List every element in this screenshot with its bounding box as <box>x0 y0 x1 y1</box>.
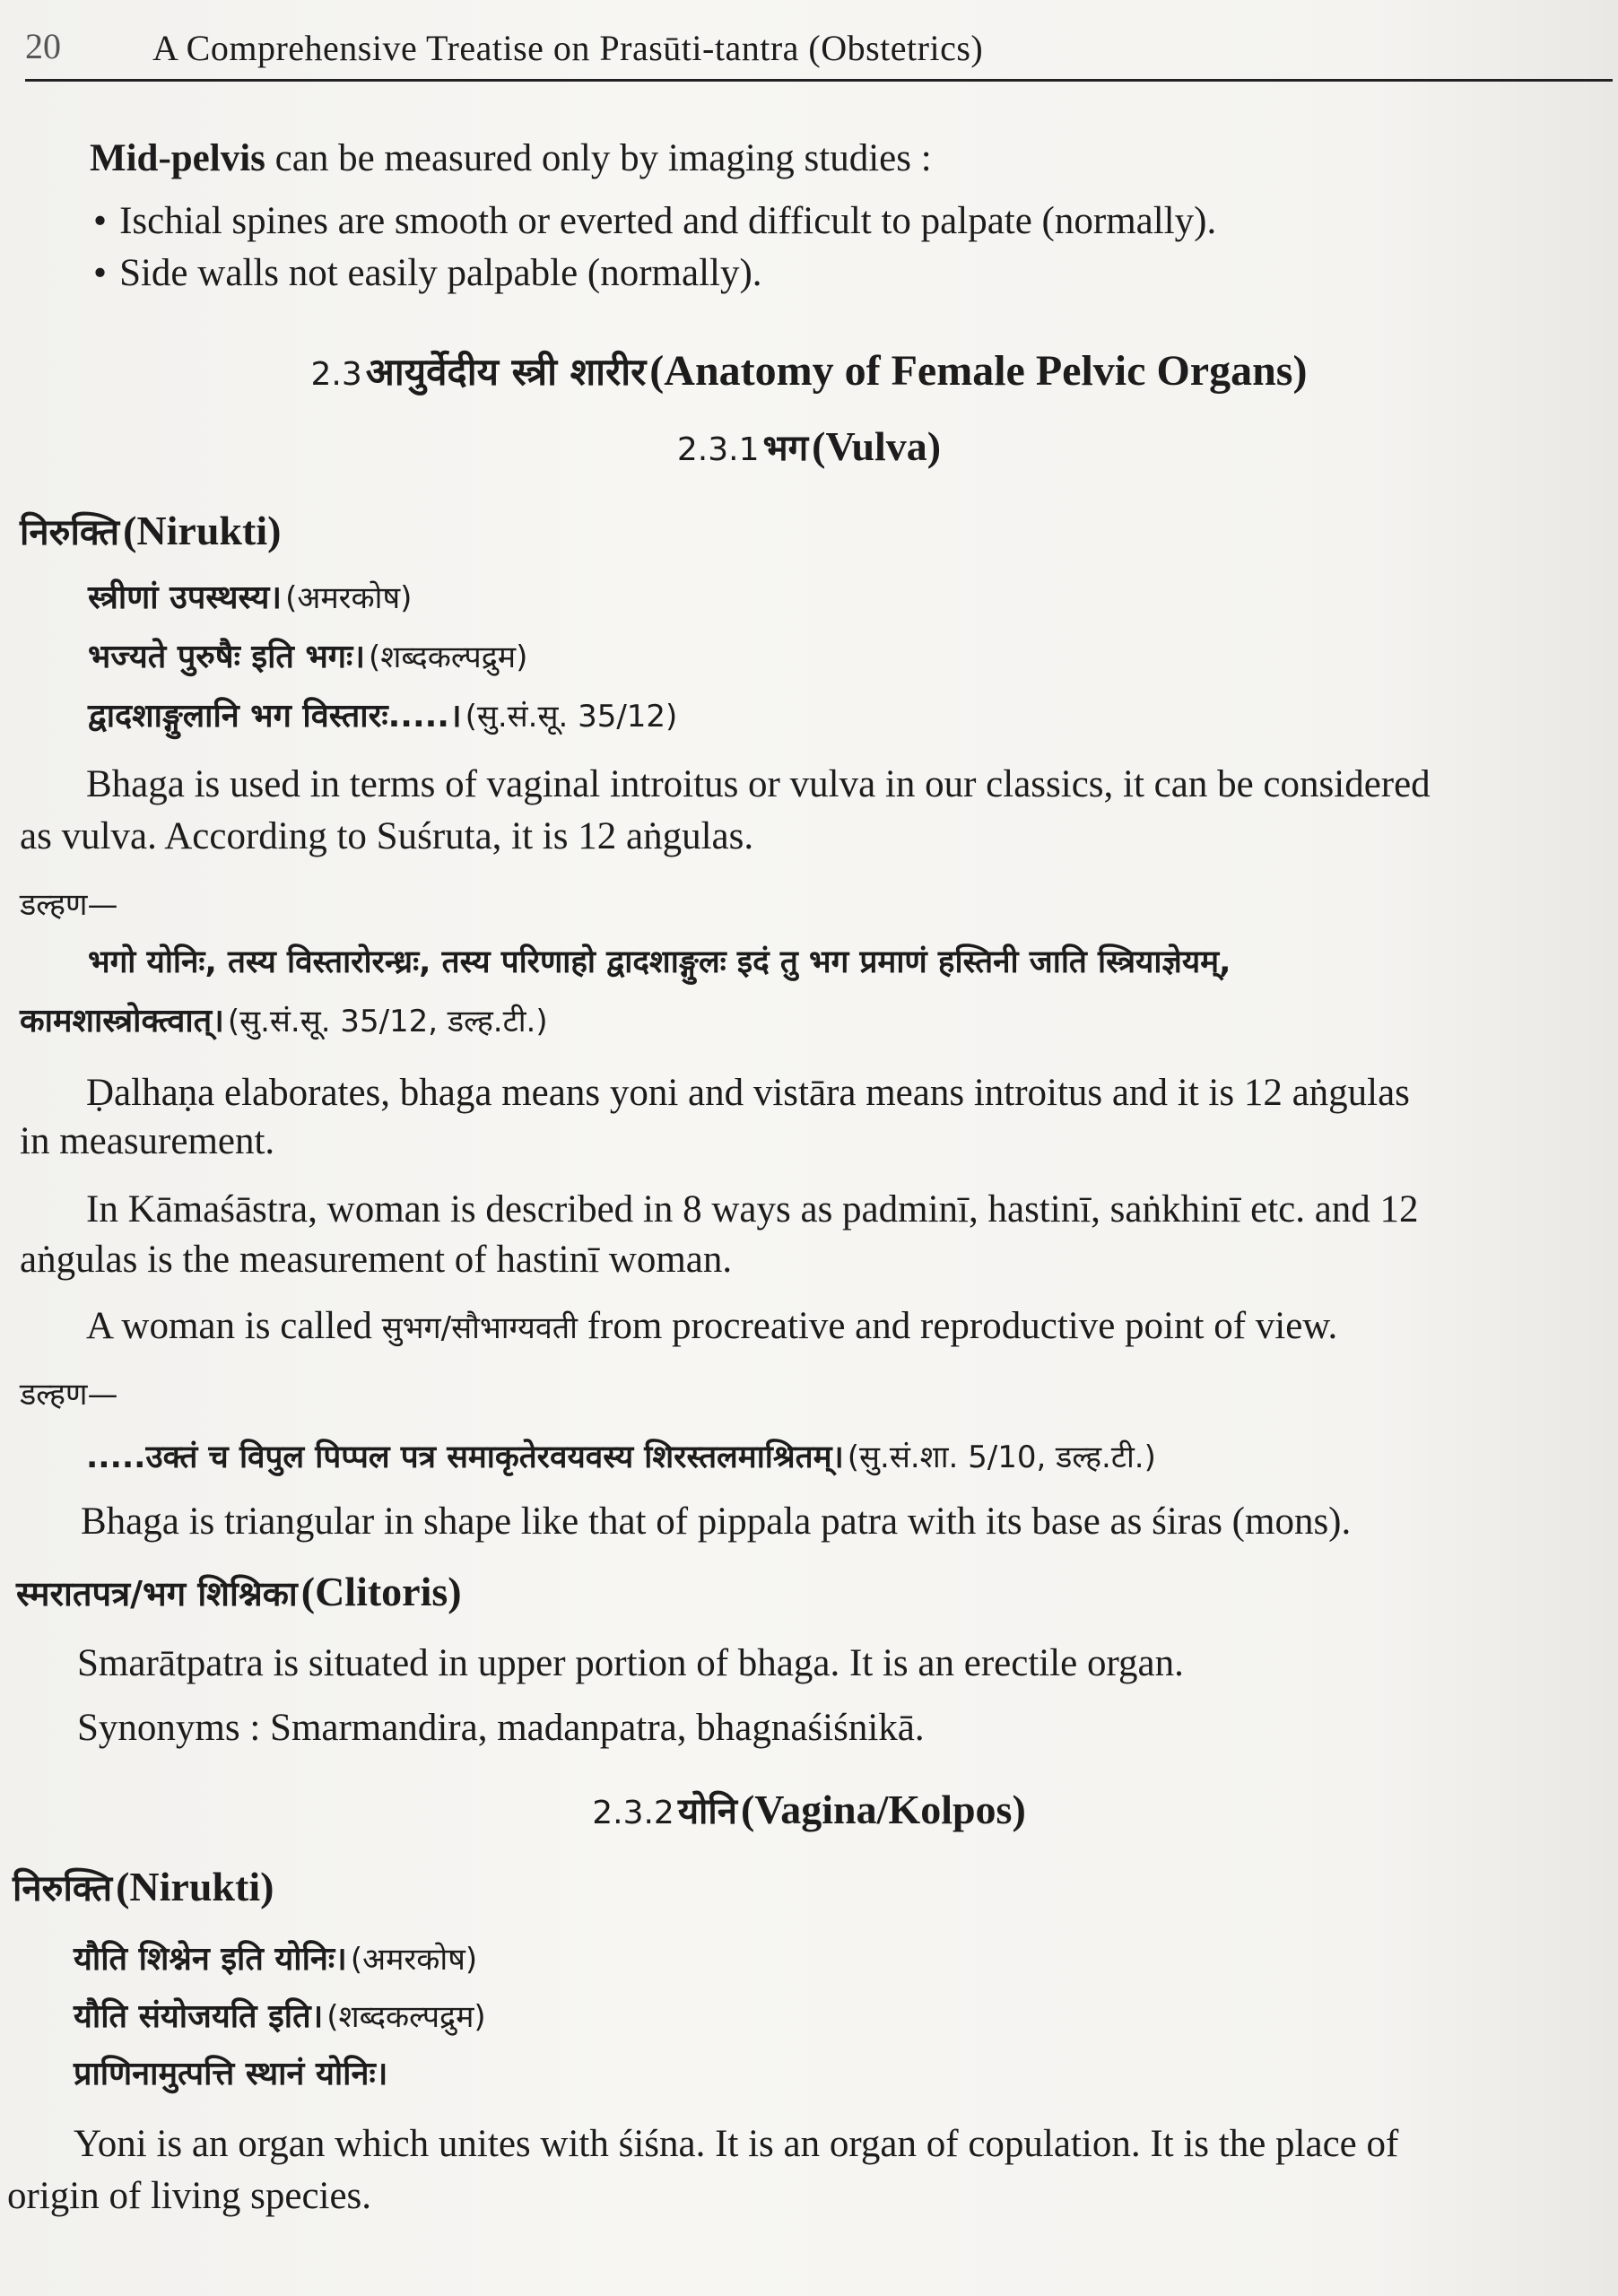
paragraph-sanskrit: सुभग/सौभाग्यवती <box>381 1310 578 1346</box>
paragraph-text: from procreative and reproductive point of view. <box>587 1305 1338 1347</box>
verse-text: प्राणिनामुत्पत्ति स्थानं योनिः। <box>74 2056 388 2092</box>
verse-reference: (सु.सं.सू. 35/12, डल्ह.टी.) <box>227 1004 548 1039</box>
subheading-english: (Clitoris) <box>300 1569 462 1614</box>
section-heading-2-3-2 <box>0 1785 1618 1834</box>
verse-line <box>74 1993 486 2037</box>
subheading-sanskrit: निरुक्ति <box>13 1868 113 1909</box>
subheading-sanskrit: निरुक्ति <box>20 512 120 553</box>
verse-reference: (अमरकोष) <box>350 1942 478 1978</box>
paragraph-line: Synonyms : Smarmandira, madanpatra, bhagnaśiśnikā. <box>77 1707 925 1749</box>
midpelvis-term: Mid-pelvis <box>90 137 265 179</box>
subheading-sanskrit: स्मरातपत्र/भग शिश्निका <box>16 1574 298 1613</box>
subheading-nirukti <box>20 506 281 555</box>
dalhana-label: डल्हण— <box>20 1377 118 1413</box>
verse-line <box>88 574 412 618</box>
verse-reference: (शब्दकल्पद्रुम) <box>326 1999 486 2035</box>
verse-text: कामशास्त्रोक्त्वात्। <box>20 1003 224 1039</box>
page-number: 20 <box>25 26 61 66</box>
verse-reference: (सु.सं.सू. 35/12) <box>465 699 678 735</box>
dalhana-verse-line <box>20 997 548 1041</box>
verse-line <box>88 633 527 677</box>
section-title-sanskrit: भग <box>762 428 809 469</box>
section-title-english: (Anatomy of Female Pelvic Organs) <box>649 347 1308 395</box>
paragraph-line: Bhaga is used in terms of vaginal introitus or vulva in our classics, it can be considered <box>86 763 1431 805</box>
verse-text: यौति संयोजयति इति। <box>74 1998 324 2035</box>
paragraph-line: as vulva. According to Suśruta, it is 12 aṅgulas. <box>20 815 754 857</box>
section-heading-2-3-1 <box>0 422 1618 471</box>
dalhana-verse-line: भगो योनिः, तस्य विस्तारोरन्ध्रः, तस्य परिणाहो द्वादशाङ्गुलः इदं तु भग प्रमाणं हस्तिनी जाति स्त्रियाज्ञेयम्, <box>88 944 1231 980</box>
midpelvis-paragraph <box>90 133 932 185</box>
paragraph-line: Yoni is an organ which unites with śiśna. It is an organ of copulation. It is the place of <box>74 2123 1399 2165</box>
subheading-english: (Nirukti) <box>116 1864 274 1909</box>
paragraph-line: Smarātpatra is situated in upper portion of bhaga. It is an erectile organ. <box>77 1642 1184 1684</box>
verse-text: यौति शिश्नेन इति योनिः। <box>74 1941 347 1978</box>
section-title-sanskrit: योनि <box>677 1791 737 1832</box>
subheading-nirukti <box>13 1862 274 1911</box>
verse-text: स्त्रीणां उपस्थस्य। <box>88 579 283 616</box>
section-title-sanskrit: आयुर्वेदीय स्त्री शारीर <box>365 350 647 394</box>
paragraph-line: origin of living species. <box>7 2175 372 2217</box>
paragraph-line: Bhaga is triangular in shape like that of pippala patra with its base as śiras (mons). <box>81 1500 1352 1543</box>
subheading-english: (Nirukti) <box>123 508 282 553</box>
verse-line <box>74 1935 477 1979</box>
verse-line <box>88 692 677 736</box>
paragraph-woman <box>86 1300 1337 1354</box>
section-title-english: (Vulva) <box>812 423 942 469</box>
running-title: A Comprehensive Treatise on Prasūti-tantra (Obstetrics) <box>152 28 984 68</box>
section-number: 2.3.2 <box>592 1795 674 1831</box>
paragraph-line: aṅgulas is the measurement of hastinī woman. <box>20 1239 733 1281</box>
verse-line <box>74 2050 387 2094</box>
verse-reference: (अमरकोष) <box>285 580 413 616</box>
dalhana-verse-line <box>86 1435 1156 1477</box>
paragraph-line: in measurement. <box>20 1120 275 1162</box>
running-header <box>25 25 1613 82</box>
dalhana-label: डल्हण— <box>20 887 118 923</box>
list-item: • Side walls not easily palpable (normally). <box>93 248 1216 300</box>
section-number: 2.3 <box>310 356 362 393</box>
verse-reference: (सु.सं.शा. 5/10, डल्ह.टी.) <box>847 1439 1156 1475</box>
subheading-clitoris <box>16 1568 462 1616</box>
section-heading-2-3 <box>0 345 1618 396</box>
midpelvis-text: can be measured only by imaging studies : <box>265 137 932 179</box>
verse-reference: (शब्दकल्पद्रुम) <box>368 639 528 675</box>
midpelvis-bullet-list <box>93 196 1216 300</box>
paragraph-text: A woman is called <box>86 1305 372 1347</box>
paragraph-line: Ḍalhaṇa elaborates, bhaga means yoni and vistāra means introitus and it is 12 aṅgulas <box>86 1072 1410 1114</box>
verse-text: द्वादशाङ्गुलानि भग विस्तारः.....। <box>88 698 462 735</box>
section-title-english: (Vagina/Kolpos) <box>740 1787 1026 1832</box>
section-number: 2.3.1 <box>676 431 760 468</box>
verse-text: भज्यते पुरुषैः इति भगः। <box>88 639 365 675</box>
verse-text: .....उक्तं च विपुल पिप्पल पत्र समाकृतेरवयवस्य शिरस्तलमाश्रितम्। <box>86 1439 844 1475</box>
paragraph-line: In Kāmaśāstra, woman is described in 8 ways as padminī, hastinī, saṅkhinī etc. and 12 <box>86 1188 1419 1231</box>
list-item: • Ischial spines are smooth or everted and difficult to palpate (normally). <box>93 196 1216 248</box>
